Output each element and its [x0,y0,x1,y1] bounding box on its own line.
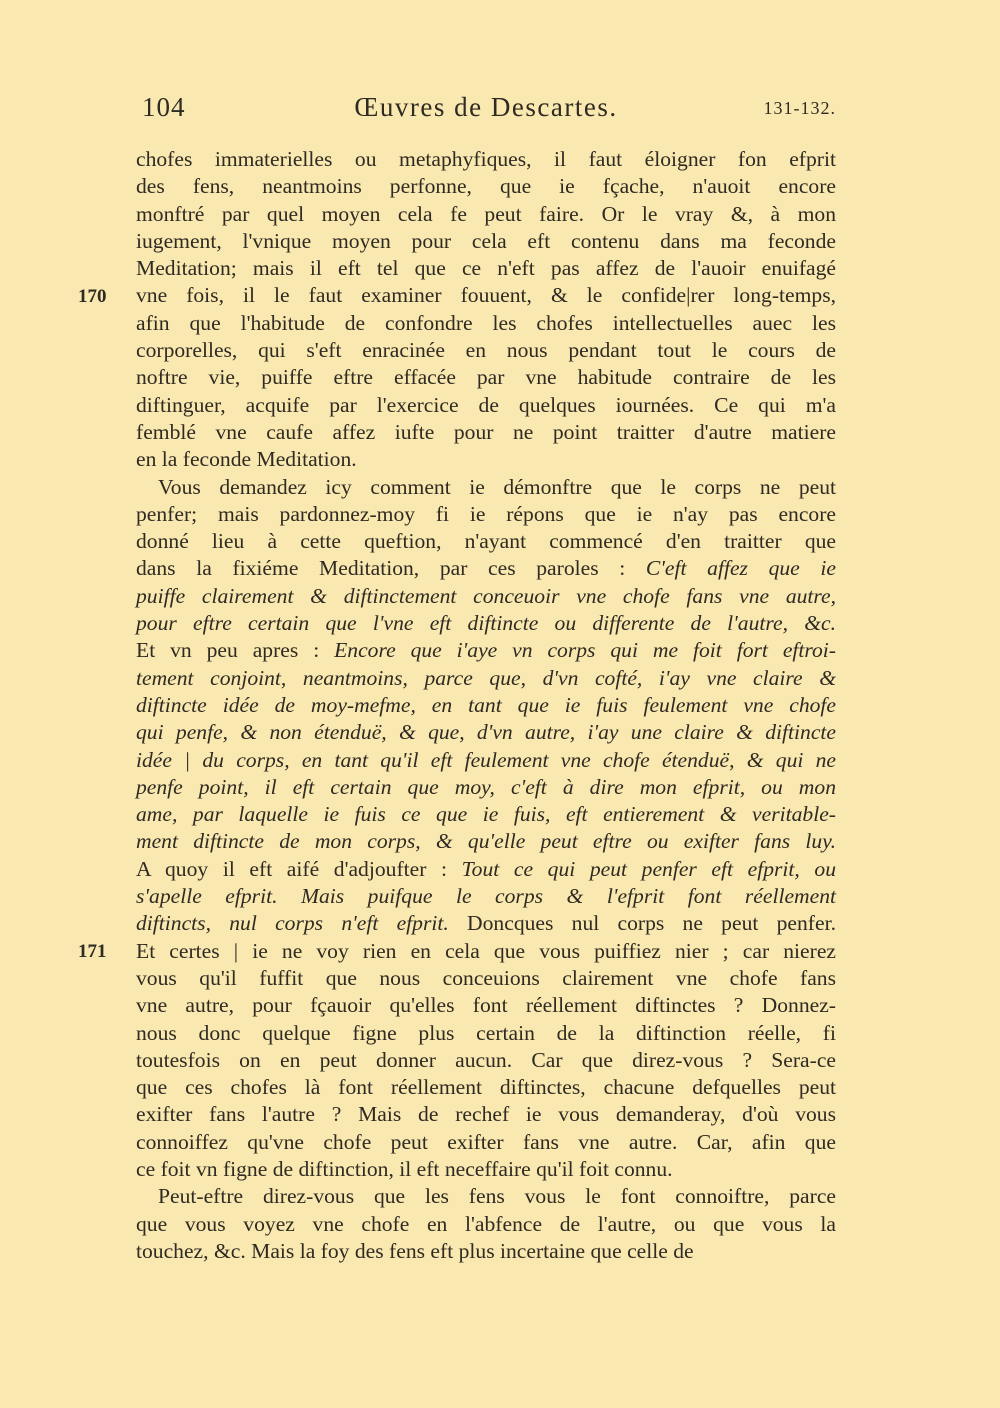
italic-text: qui penfe, & non étenduë, & que, d'vn autre, i'ay une claire & diftincte [136,720,836,745]
text-line [136,828,836,855]
text-line [136,201,836,228]
text-segment: diftinguer, acquife par l'exercice de quelques iournées. Ce qui m'a [136,392,836,417]
text-line [136,1047,836,1074]
text-segment: Vous demandez icy comment ie démonftre que le corps ne peut [158,474,836,499]
text-segment: corporelles, qui s'eft enracinée en nous pendant tout le cours de [136,338,836,363]
text-line [136,282,836,309]
italic-text: idée | du corps, en tant qu'il eft feulement vne chofe étenduë, & qui ne [136,747,836,772]
text-line [136,1020,836,1047]
text-line [136,883,836,910]
italic-text: ame, par laquelle ie fuis ce que ie fuis, eft entierement & veritable- [136,802,836,827]
text-line [136,419,836,446]
text-line [136,801,836,828]
text-line [136,965,836,992]
text-segment: dans la fixiéme Meditation, par ces paroles : [136,556,646,581]
text-segment: que ces chofes là font réellement diftinctes, chacune defquelles peut [136,1075,836,1100]
text-line [136,992,836,1019]
text-line [136,1183,836,1210]
page-reference: 131-132. [763,98,836,118]
text-segment: noftre vie, puiffe eftre effacée par vne habitude contraire de les [136,365,836,390]
text-line [136,392,836,419]
italic-text: diftincts, nul corps n'eft efprit. [136,911,449,936]
text-segment: exifter fans l'autre ? Mais de rechef ie vous demanderay, d'où vous [136,1102,836,1127]
page-header [136,92,836,132]
text-line [136,1074,836,1101]
text-segment: ce foit vn figne de diftinction, il eft neceffaire qu'il foit connu. [136,1156,673,1181]
italic-text: Tout ce qui peut penfer eft efprit, ou [461,856,837,881]
italic-text: penfe point, il eft certain que moy, c'eft à dire mon efprit, ou mon [136,774,836,799]
text-line [136,228,836,255]
text-segment: donné lieu à cette queftion, n'ayant commencé d'en traitter que [136,529,836,554]
italic-text: Encore que i'aye vn corps qui me foit fort eftroi- [334,638,836,663]
text-segment: iugement, l'vnique moyen pour cela eft contenu dans ma feconde [136,228,836,253]
text-line [136,856,836,883]
text-line [136,610,836,637]
text-line [136,337,836,364]
text-line [136,1156,836,1183]
text-segment: Et vn peu apres : [136,638,335,663]
margin-number: 170 [78,286,107,307]
text-segment: monftré par quel moyen cela fe peut faire. Or le vray &, à mon [136,201,836,226]
text-segment: connoiffez qu'vne chofe peut exifter fans vne autre. Car, afin que [136,1129,836,1154]
italic-text: s'apelle efprit. Mais puifque le corps & l'efprit font réellement [136,884,836,909]
body-text [136,146,836,1265]
italic-text: C'eft affez que ie [645,556,836,581]
text-segment: Et certes | ie ne voy rien en cela que vous puiffiez nier ; car nierez [136,938,836,963]
text-line [136,938,836,965]
text-segment: Peut-eftre direz-vous que les fens vous le font connoiftre, parce [158,1184,836,1209]
text-segment: femblé vne caufe affez iufte pour ne point traitter d'autre matiere [136,419,836,444]
page-number: 104 [142,92,186,122]
text-line [136,665,836,692]
text-line [136,692,836,719]
italic-text: pour eftre certain que l'vne eft diftincte ou differente de l'autre, &c. [136,611,836,636]
text-segment: vne autre, pour fçauoir qu'elles font réellement diftinctes ? Donnez- [136,993,836,1018]
running-title: Œuvres de Descartes. [354,92,618,122]
margin-number: 171 [78,941,107,962]
text-segment: touchez, &c. Mais la foy des fens eft plus incertaine que celle de [136,1238,694,1263]
italic-text: diftincte idée de moy-mefme, en tant que ie fuis feulement vne chofe [136,692,836,717]
text-line [136,747,836,774]
text-line [136,310,836,337]
text-segment: vne fois, il le faut examiner fouuent, & le confide|rer long-temps, [136,283,836,308]
text-segment: en la feconde Meditation. [136,447,357,472]
text-segment: Doncques nul corps ne peut penfer. [448,911,836,936]
text-line [136,364,836,391]
text-segment: afin que l'habitude de confondre les chofes intellectuelles auec les [136,310,836,335]
text-line [136,637,836,664]
text-line [136,501,836,528]
text-line [136,173,836,200]
text-segment: Meditation; mais il eft tel que ce n'eft pas affez de l'auoir enuifagé [136,256,836,281]
text-line [136,1211,836,1238]
text-line [136,555,836,582]
text-segment: chofes immaterielles ou metaphyfiques, il faut éloigner fon efprit [136,147,836,171]
text-line [136,446,836,473]
text-line [136,719,836,746]
italic-text: ment diftincte de mon corps, & qu'elle peut eftre ou exifter fans luy. [136,829,836,854]
text-segment: toutesfois on en peut donner aucun. Car que direz-vous ? Sera-ce [136,1047,836,1072]
text-segment: penfer; mais pardonnez-moy fi ie répons que ie n'ay pas encore [136,501,836,526]
text-segment: vous qu'il fuffit que nous conceuions clairement vne chofe fans [136,965,836,990]
text-line [136,528,836,555]
text-segment: nous donc quelque figne plus certain de la diftinction réelle, fi [136,1020,836,1045]
italic-text: puiffe clairement & diftinctement conceuoir vne chofe fans vne autre, [136,583,836,608]
text-line [136,1129,836,1156]
text-line [136,255,836,282]
text-line [136,146,836,173]
text-line [136,910,836,937]
text-line [136,1238,836,1265]
text-segment: des fens, neantmoins perfonne, que ie fçache, n'auoit encore [136,174,836,199]
text-line [136,1101,836,1128]
italic-text: tement conjoint, neantmoins, parce que, d'vn cofté, i'ay vne claire & [136,665,836,690]
text-segment: que vous voyez vne chofe en l'abfence de l'autre, ou que vous la [136,1211,836,1236]
text-line [136,474,836,501]
text-segment: A quoy il eft aifé d'adjoufter : [136,856,462,881]
text-line [136,583,836,610]
text-line [136,774,836,801]
